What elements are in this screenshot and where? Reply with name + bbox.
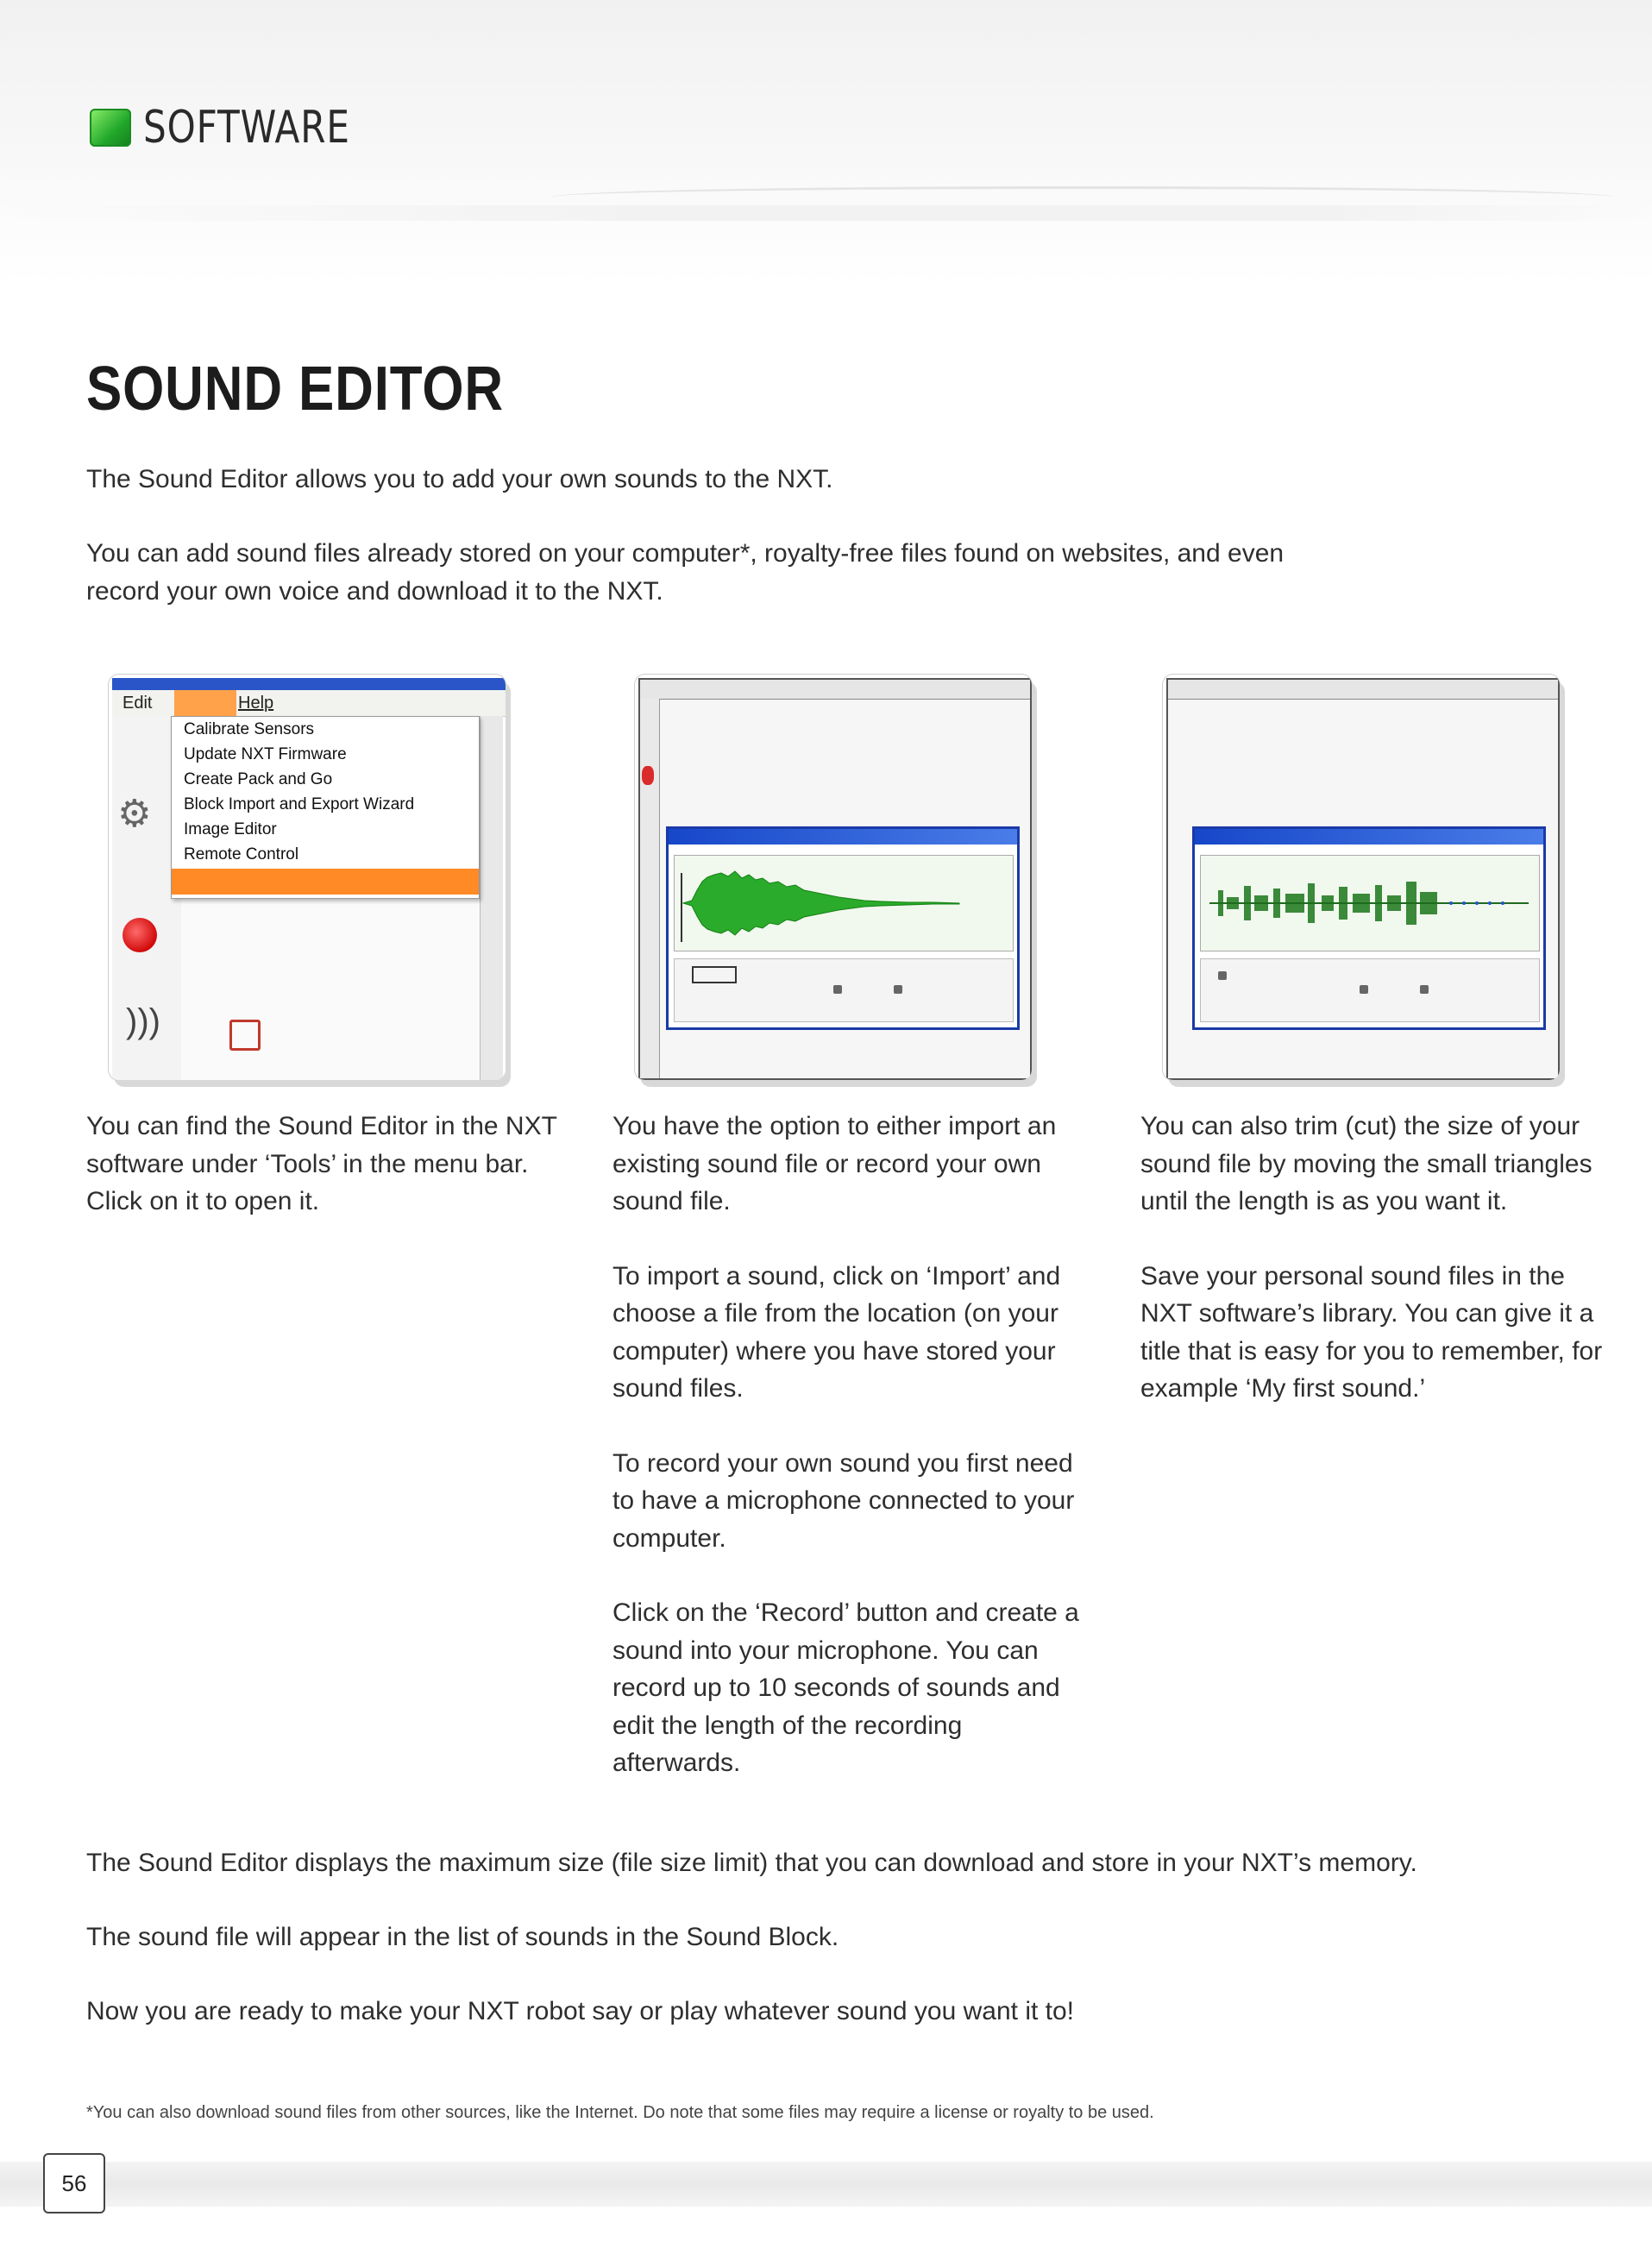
editor-controls — [1200, 958, 1540, 1022]
page-number: 56 — [43, 2153, 105, 2213]
stop-button[interactable] — [1420, 985, 1429, 994]
waveform-panel — [1200, 855, 1540, 951]
footer-band — [0, 2162, 1652, 2207]
menu-item-block-import[interactable]: Block Import and Export Wizard — [184, 795, 415, 813]
trim-marker — [1501, 901, 1504, 905]
screenshot-sound-editor-trim — [1163, 675, 1560, 1080]
stop-button[interactable] — [894, 985, 902, 994]
sound-editor-dialog — [666, 826, 1020, 1030]
bottom-paragraph-3: Now you are ready to make your NXT robot say or play whatever sound you want it to! — [86, 1997, 1075, 2025]
left-palette — [640, 699, 660, 1078]
image-block-icon — [229, 1020, 261, 1051]
waveform-shape — [683, 871, 959, 935]
col2-paragraph-1: You have the option to either import an existing sound file or record your own sound file. — [612, 1112, 1057, 1215]
col2-paragraph-3: To record your own sound you first need to have a microphone connected to your computer. — [612, 1448, 1075, 1553]
speaker-icon: ))) — [126, 1002, 160, 1040]
menu-item-calibrate[interactable]: Calibrate Sensors — [184, 720, 315, 738]
record-button[interactable] — [1218, 971, 1227, 980]
workspace — [181, 897, 480, 1080]
footnote: *You can also download sound files from other sources, like the Internet. Do note that some files may require a license or royalty to be used. — [86, 2103, 1154, 2122]
app-window — [638, 678, 1032, 1080]
menu-item-sound-editor-highlight[interactable] — [172, 869, 479, 895]
menu-item-update-firmware[interactable]: Update NXT Firmware — [184, 745, 347, 763]
app-toolbar — [1168, 680, 1558, 700]
gear-icon: ⚙ — [117, 793, 152, 835]
scrollbar[interactable] — [480, 716, 503, 1080]
menu-help[interactable]: Help — [238, 694, 274, 713]
menu-item-pack-and-go[interactable]: Create Pack and Go — [184, 770, 333, 788]
play-button[interactable] — [833, 985, 842, 994]
screenshot-tools-menu — [109, 675, 506, 1080]
tools-dropdown — [171, 716, 480, 899]
trim-marker — [1449, 901, 1453, 905]
app-window — [1166, 678, 1560, 1080]
col2-paragraph-2: To import a sound, click on ‘Import’ and choose a file from the location (on your computer) where you have stored your sound files. — [612, 1261, 1061, 1403]
decorative-band — [0, 205, 1652, 221]
app-toolbar — [640, 680, 1030, 700]
record-block-icon — [122, 918, 157, 952]
trim-marker — [1462, 901, 1466, 905]
bottom-paragraph-1: The Sound Editor displays the maximum size (file size limit) that you can download and store in your NXT’s memory. — [86, 1849, 1417, 1877]
record-icon — [642, 766, 654, 785]
col3-paragraph-2: Save your personal sound files in the NXT software’s library. You can give it a title that is easy for you to remember, for example ‘My first sound.’ — [1140, 1261, 1603, 1403]
menu-item-image-editor[interactable]: Image Editor — [184, 820, 277, 838]
section-title: SOUND EDITOR — [86, 355, 504, 424]
chapter-header — [90, 102, 374, 154]
editor-controls — [674, 958, 1014, 1022]
menu-edit[interactable]: Edit — [122, 694, 153, 713]
dialog-titlebar — [669, 829, 1017, 845]
column-2 — [612, 1108, 1096, 1819]
dialog-titlebar — [1195, 829, 1543, 845]
chapter-title: SOFTWARE — [143, 102, 350, 154]
column-3 — [1140, 1108, 1606, 1445]
menu-bar — [112, 690, 506, 717]
waveform — [1201, 856, 1539, 951]
sound-editor-dialog — [1192, 826, 1546, 1030]
col1-paragraph-1: You can find the Sound Editor in the NXT software under ‘Tools’ in the menu bar. Click on it to open it. — [86, 1112, 557, 1215]
trim-marker — [1488, 901, 1492, 905]
import-button[interactable] — [692, 966, 737, 983]
column-1 — [86, 1108, 569, 1258]
trim-marker — [1475, 901, 1479, 905]
intro-paragraph-1: The Sound Editor allows you to add your own sounds to the NXT. — [86, 465, 833, 493]
menu-tools-highlighted[interactable] — [174, 690, 236, 716]
bottom-paragraph-2: The sound file will appear in the list of sounds in the Sound Block. — [86, 1923, 839, 1951]
menu-item-remote-control[interactable]: Remote Control — [184, 845, 299, 863]
play-button[interactable] — [1360, 985, 1368, 994]
waveform-panel — [674, 855, 1014, 951]
intro-paragraph-2: You can add sound files already stored on your computer*, royalty-free files found on websites, and even record your own voice and download it to the NXT. — [86, 539, 1285, 606]
green-square-icon — [90, 109, 131, 147]
col2-paragraph-4: Click on the ‘Record’ button and create a sound into your microphone. You can record up to 10 seconds of sounds and edit the length of the recording afterwards. — [612, 1598, 1079, 1777]
screenshot-sound-editor-record — [635, 675, 1032, 1080]
col3-paragraph-1: You can also trim (cut) the size of your sound file by moving the small triangles until the length is as you want it. — [1140, 1112, 1592, 1215]
waveform — [675, 856, 1013, 951]
window-titlebar — [112, 678, 506, 690]
